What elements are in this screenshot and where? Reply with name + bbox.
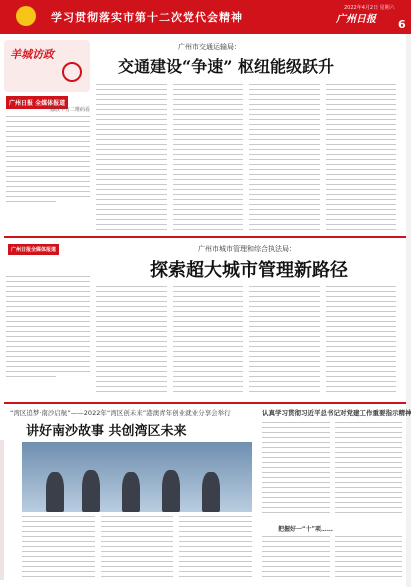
section-divider-2 xyxy=(4,402,406,404)
story2-headline: 探索超大城市管理新路径 xyxy=(150,260,348,281)
section-divider xyxy=(4,236,406,238)
story3-headline: 讲好南沙故事 共创湾区未来 xyxy=(26,424,187,439)
party-emblem-icon xyxy=(16,6,36,26)
photo-person xyxy=(202,472,220,512)
story3-body xyxy=(22,516,252,584)
photo-person xyxy=(162,470,180,512)
page-header xyxy=(0,0,411,34)
sidebar-qr-hint: 播放下方二维码看 xyxy=(50,107,91,113)
story1-kicker: 广州市交通运输局： xyxy=(178,43,241,51)
event-photo xyxy=(22,442,252,512)
page-number: 6 xyxy=(398,18,406,31)
story2-side-badge: 广州日报全媒体报道 xyxy=(8,244,59,255)
story1-headline: 交通建设“争速” 枢纽能级跃升 xyxy=(118,57,334,76)
issue-date: 2022年4月2日 星期六 xyxy=(344,5,395,11)
story5-body xyxy=(262,536,402,584)
story4-headline: 认真学习贯彻习近平总书记对党建工作重要指示精神 xyxy=(262,409,411,417)
column-seal-graphic xyxy=(4,40,90,92)
story2-sidebar-text xyxy=(6,276,90,396)
story3-kicker: “湾区追梦·南沙启航”——2022年“湾区创未来”港澳青年创业就业分享会举行 xyxy=(10,409,231,417)
paper-logo: 广州日报 xyxy=(336,14,376,25)
left-edge-strip xyxy=(0,440,4,580)
sidebar-top-text xyxy=(6,116,90,226)
photo-person xyxy=(122,472,140,512)
story4-body xyxy=(262,422,402,518)
story2-body xyxy=(96,286,396,396)
story2-kicker: 广州市城市管理和综合执法局： xyxy=(198,245,296,253)
photo-person xyxy=(82,470,100,512)
right-margin-strip xyxy=(406,34,411,587)
sidebar-badge: 广州日报 全媒体报道 xyxy=(6,96,68,109)
seal-circle-icon xyxy=(62,62,82,82)
story3-top-right-text xyxy=(160,408,258,438)
photo-person xyxy=(46,472,64,512)
page-header-title: 学习贯彻落实市第十二次党代会精神 xyxy=(51,11,243,24)
column-seal-text: 羊城访政 xyxy=(10,48,54,61)
story1-body xyxy=(96,84,396,234)
story5-headline: 把握好一“十”项…… xyxy=(278,526,333,533)
